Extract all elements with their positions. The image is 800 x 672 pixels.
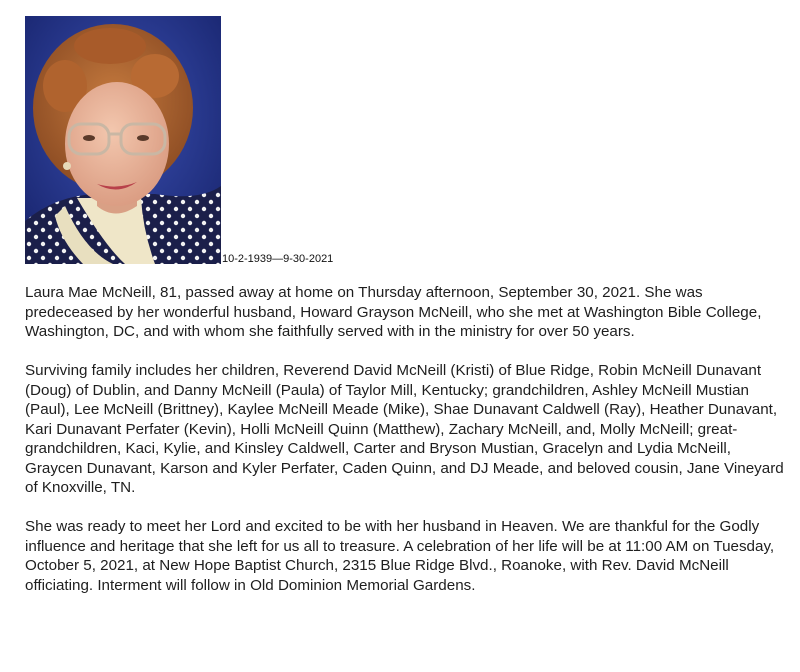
obituary-paragraph: Laura Mae McNeill, 81, passed away at home on Thursday afternoon, September 30, 2021. She was predeceased by her wonderful husband, Howard Grayson McNeill, who she met at Washington Bible College, Washington, DC, and with whom she faithfully served with in the ministry for over 50 years. [25,284,762,340]
obituary-paragraph: Surviving family includes her children, Reverend David McNeill (Kristi) of Blue Ridge, Robin McNeill Dunavant (Doug) of Dublin, and Danny McNeill (Paula) of Taylor Mill, Kentucky; grandchildren, Ashley McNeill Mustian (Paul), Lee McNeill (Brittney), Kaylee McNeill Meade (Mike), Shae Dunavant Caldwell (Ray), Heather Dunavant, Kari Dunavant Perfater (Kevin), Holli McNeill Quinn (Matthew), Zachary McNeill, and, Molly McNeill; great-grandchildren, Kaci, Kylie, and Kinsley Caldwell, Carter and Bryson Mustian, Gracelyn and Lydia McNeill, Graycen Dunavant, Karson and Kyler Perfater, Caden Quinn, and DJ Meade, and beloved cousin, Jane Vineyard of Knoxville, TN. [25,362,784,496]
portrait-photo [25,16,221,264]
obituary-text [25,283,785,595]
obituary-paragraph: She was ready to meet her Lord and excited to be with her husband in Heaven. We are thankful for the Godly influence and heritage that she left for us all to treasure. A celebration of her life will be at 11:00 AM on Tuesday, October 5, 2021, at New Hope Baptist Church, 2315 Blue Ridge Blvd., Roanoke, with Rev. David McNeill officiating. Interment will follow in Old Dominion Memorial Gardens. [25,518,775,594]
portrait-illustration [25,16,221,264]
life-dates: 10-2-1939—9-30-2021 [222,253,334,265]
